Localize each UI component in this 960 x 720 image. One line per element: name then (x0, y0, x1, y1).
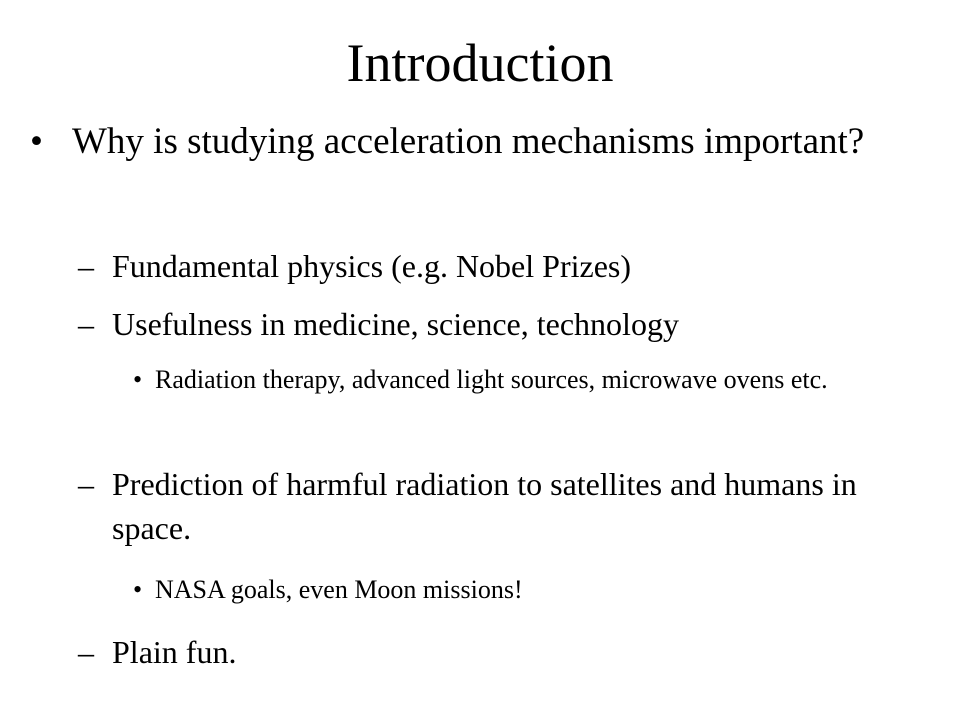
bullet-marker: • (30, 121, 43, 162)
main-bullet (30, 118, 930, 166)
main-bullet-text: Why is studying acceleration mechanisms important? (72, 121, 865, 162)
sub-sub-bullet (133, 362, 893, 398)
dash-marker: – (78, 634, 94, 670)
slide-title: Introduction (346, 33, 614, 93)
sub-bullet (78, 302, 938, 346)
dash-marker: – (78, 248, 94, 284)
sub-bullet (78, 462, 938, 550)
sub-bullet-text: Plain fun. (112, 634, 237, 670)
sub-bullet-text: Fundamental physics (e.g. Nobel Prizes) (112, 248, 631, 284)
sub-sub-bullet-text: NASA goals, even Moon missions! (155, 575, 523, 604)
sub-bullet (78, 244, 938, 288)
bullet-marker: • (133, 575, 143, 604)
sub-sub-bullet (133, 572, 893, 608)
sub-bullet-text: Prediction of harmful radiation to satellites and humans in space. (112, 466, 857, 546)
sub-sub-bullet-text: Radiation therapy, advanced light sources, microwave ovens etc. (155, 365, 828, 394)
dash-marker: – (78, 466, 94, 502)
sub-bullet (78, 630, 938, 674)
sub-bullet-text: Usefulness in medicine, science, technology (112, 306, 679, 342)
dash-marker: – (78, 306, 94, 342)
bullet-marker: • (133, 365, 143, 394)
